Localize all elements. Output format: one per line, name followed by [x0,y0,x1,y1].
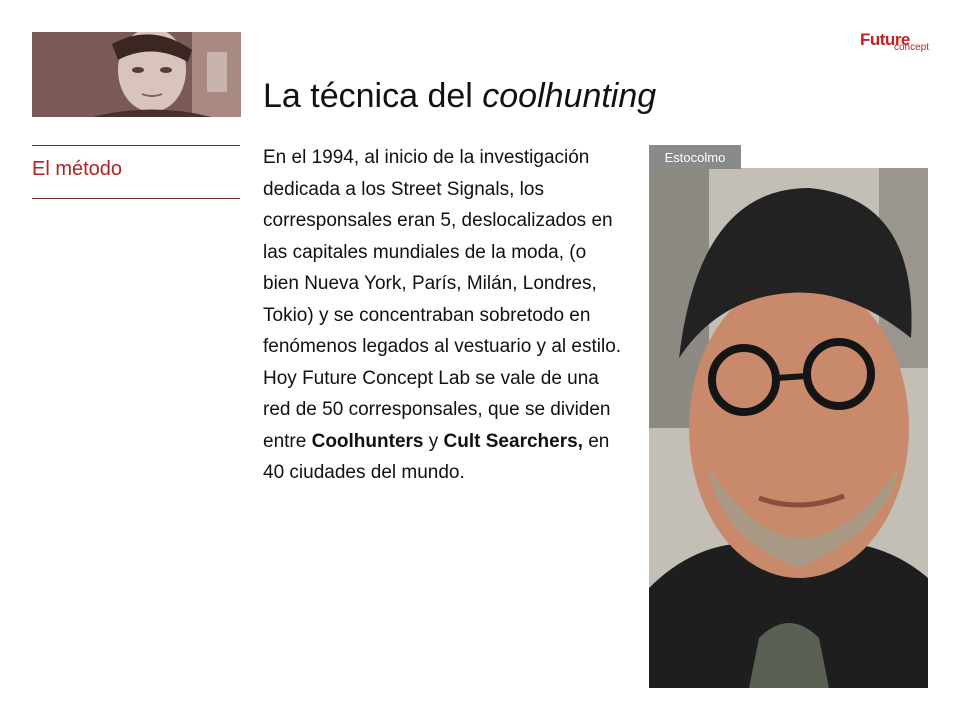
p2-text-middle: y [423,430,444,452]
section-rule-top [32,145,240,146]
body-paragraph-2 [263,363,623,489]
p2-bold-coolhunters: Coolhunters [311,430,424,452]
section-label: El método [32,158,123,180]
title-prefix: La técnica del [263,77,483,115]
stockholm-portrait-photo [649,168,928,688]
body-paragraph-1: En el 1994, al inicio de la investigación dedicada a los Street Signals, los corresponsales eran 5, deslocalizados en las capitales mundiales de la moda, (o bien Nueva York, París, Milán, Londres, Tokio) y se concentraban sobretodo en fenómenos legados al vestuario y al estilo. [263,147,622,357]
body-text [263,142,623,489]
p2-bold-cult-searchers: Cult Searchers, [443,430,583,452]
page-title [263,77,656,116]
future-concept-logo [860,30,932,58]
p2-text-start: Hoy Future Concept Lab se vale de una red de 50 corresponsales, que se dividen entre [263,367,611,452]
logo-main-text: Future [860,30,910,49]
logo-sub-text: concept [894,42,930,53]
photo-caption: Estocolmo [649,145,741,169]
p2-text-end: en 40 ciudades del mundo. [263,430,610,483]
title-emphasis: coolhunting [482,77,657,115]
section-rule-bottom [32,198,240,199]
header-portrait-photo [32,32,241,117]
